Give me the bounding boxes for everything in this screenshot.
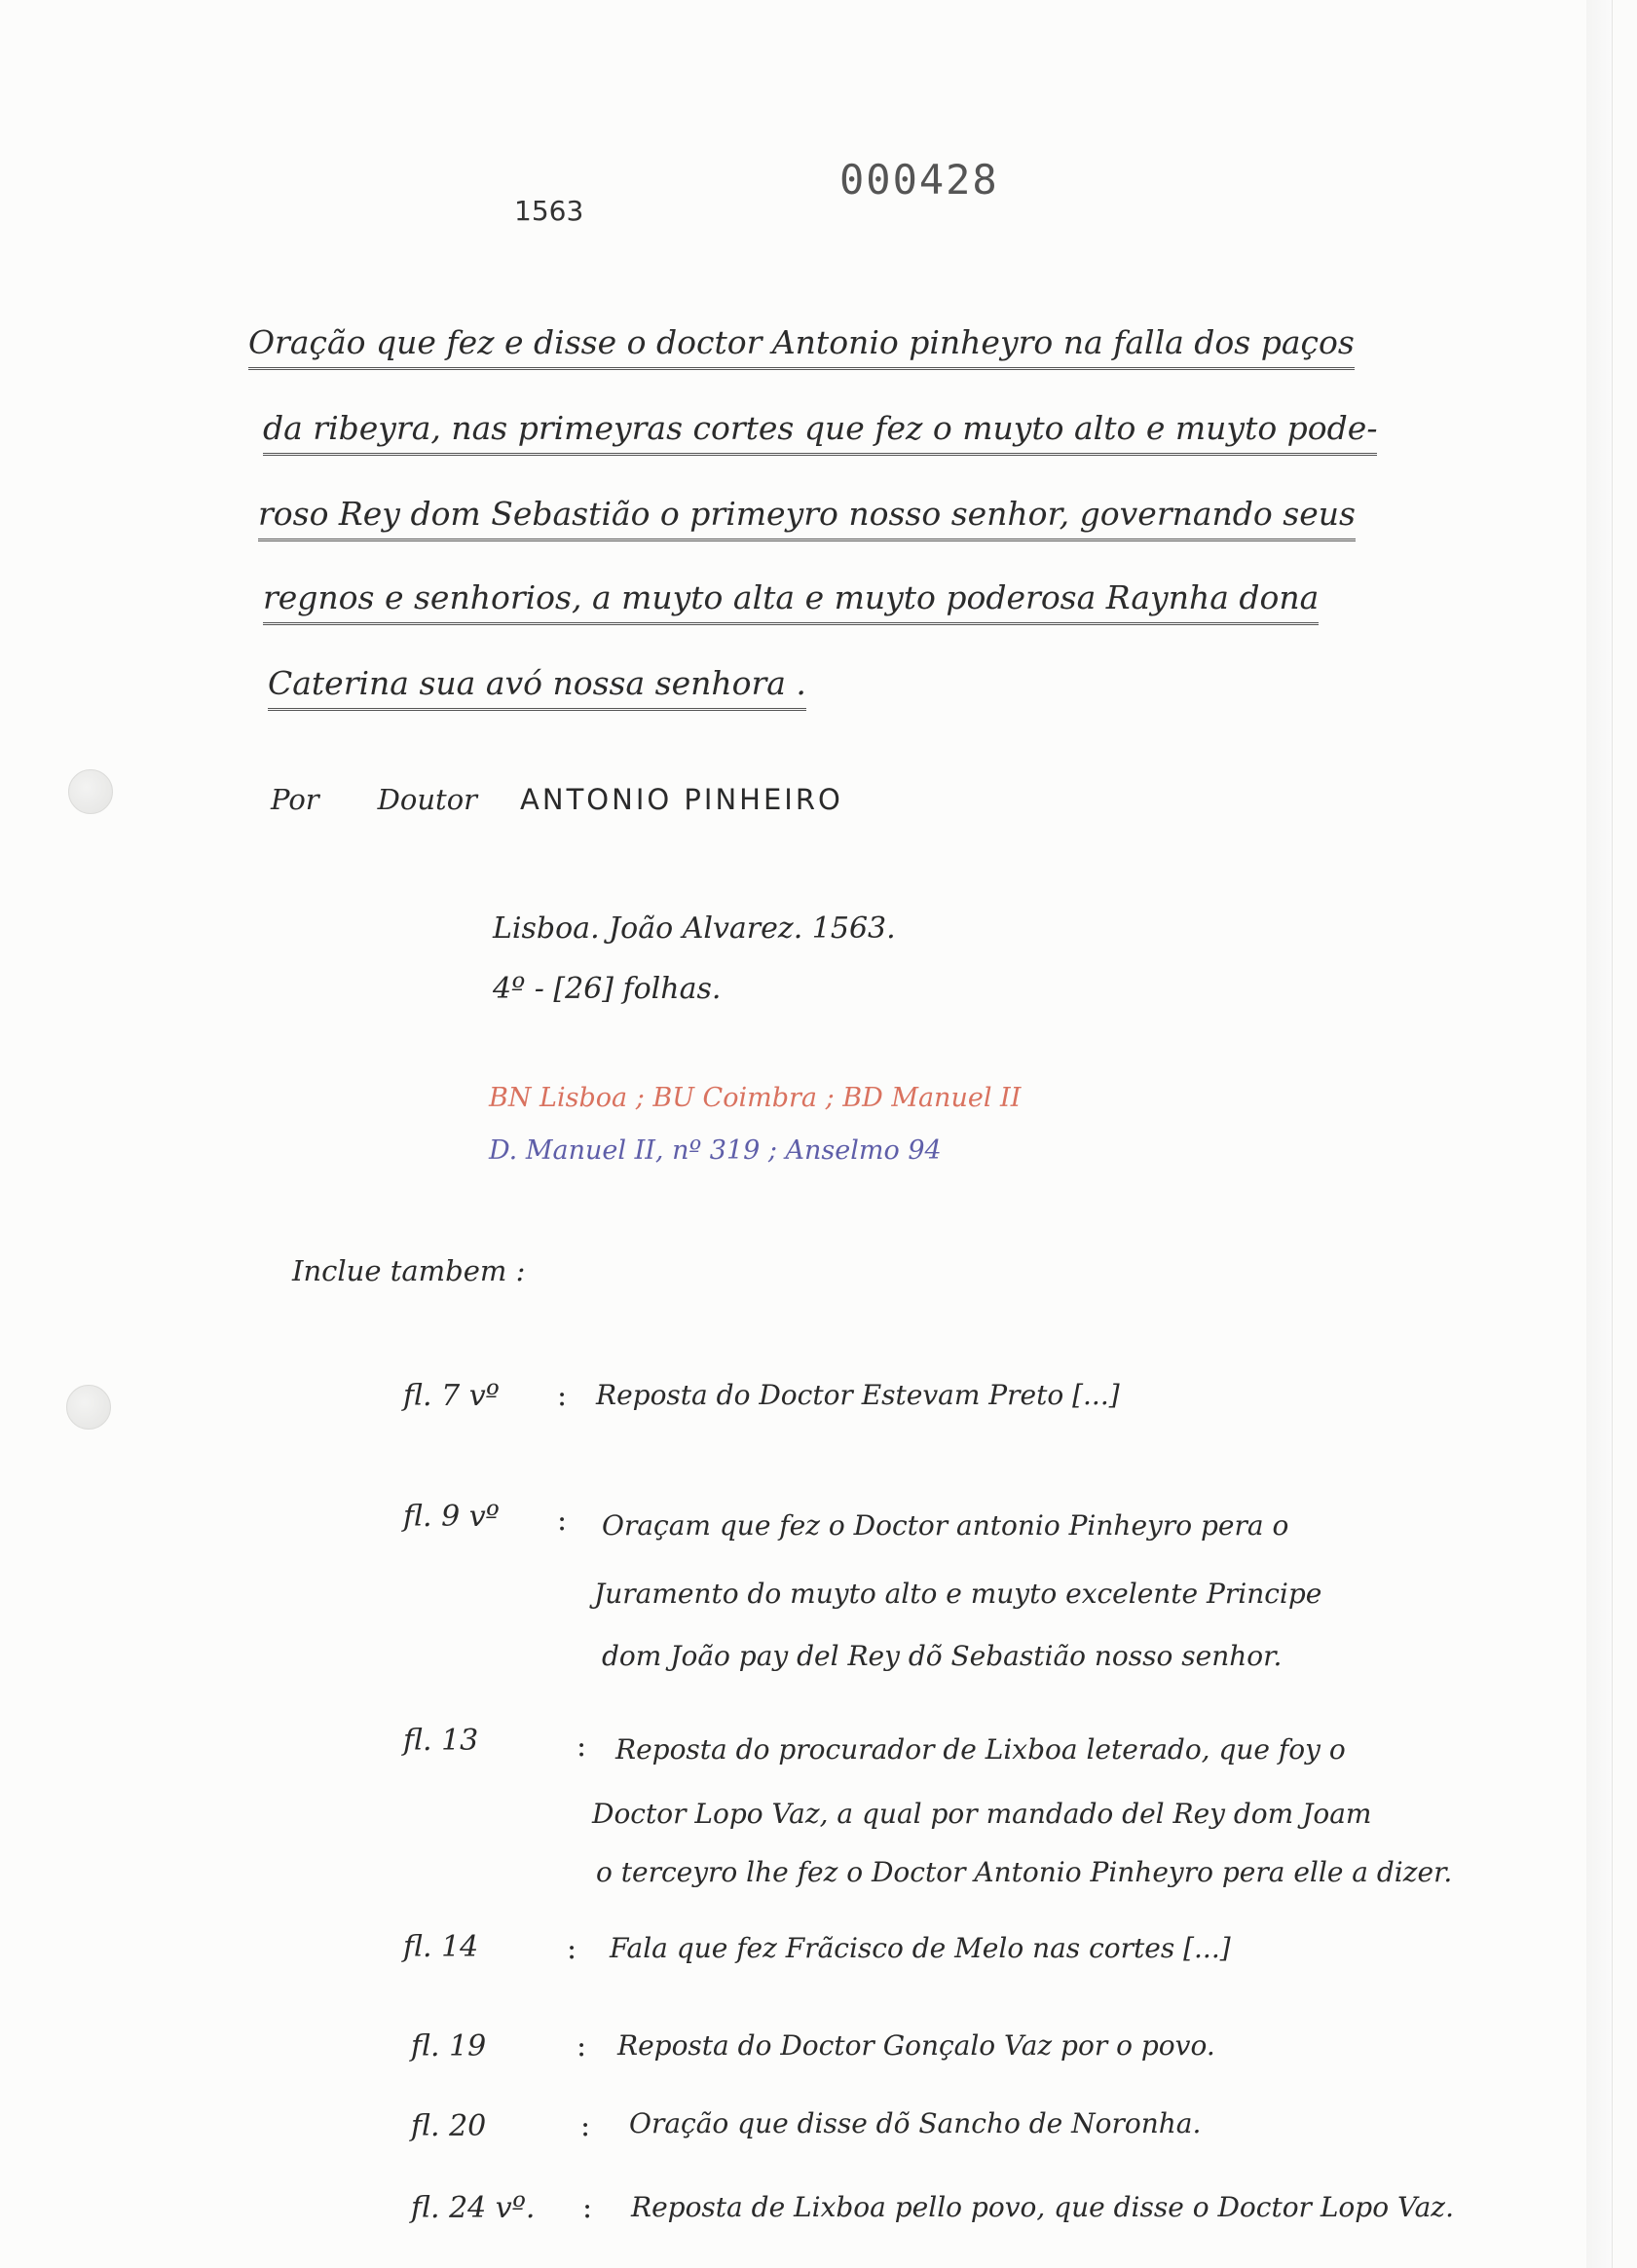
imprint-line-1: Lisboa. João Alvarez. 1563. <box>493 911 896 946</box>
imprint-line-2: 4º - [26] folhas. <box>493 972 722 1006</box>
page-edge <box>1586 0 1612 2268</box>
title-line-4: regnos e senhorios, a muyto alta e muyto poderosa Raynha dona <box>263 578 1319 625</box>
entry-text: Oraçam que fez o Doctor antonio Pinheyro pera o <box>602 1509 1289 1542</box>
title-line-3: roso Rey dom Sebastião o primeyro nosso senhor, governando seus <box>258 495 1356 541</box>
entry-text: Reposta de Lixboa pello povo, que disse o Doctor Lopo Vaz. <box>631 2191 1454 2223</box>
entry-ref: fl. 13 <box>403 1724 479 1758</box>
author-line <box>271 783 843 816</box>
entry-colon: : <box>582 2191 593 2225</box>
title-line-2: da ribeyra, nas primeyras cortes que fez o muyto alto e muyto pode- <box>263 409 1377 456</box>
includes-label: Inclue tambem : <box>292 1254 526 1287</box>
entry-text: Doctor Lopo Vaz, a qual por mandado del Rey dom Joam <box>592 1798 1372 1830</box>
catalogue-references: D. Manuel II, nº 319 ; Anselmo 94 <box>489 1135 942 1166</box>
author-prefix: Por <box>271 783 319 816</box>
entry-text: Fala que fez Frãcisco de Melo nas cortes [...] <box>610 1932 1231 1964</box>
entry-text: Juramento do muyto alto e muyto excelente Principe <box>594 1578 1322 1610</box>
entry-colon: : <box>557 1504 568 1538</box>
entry-text: Reposta do Doctor Estevam Preto [...] <box>596 1379 1120 1411</box>
entry-colon: : <box>577 1729 587 1764</box>
punch-hole-bottom <box>66 1385 111 1430</box>
entry-colon: : <box>557 1379 568 1413</box>
entry-colon: : <box>567 1932 577 1966</box>
library-locations: BN Lisboa ; BU Coimbra ; BD Manuel II <box>489 1083 1022 1113</box>
author-name: ANTONIO PINHEIRO <box>520 783 843 816</box>
entry-text: o terceyro lhe fez o Doctor Antonio Pinheyro pera elle a dizer. <box>596 1856 1453 1888</box>
year-label: 1563 <box>514 195 584 227</box>
entry-text: dom João pay del Rey dõ Sebastião nosso senhor. <box>602 1640 1283 1672</box>
entry-ref: fl. 7 vº <box>403 1379 500 1413</box>
archive-stamp-number: 000428 <box>839 156 999 204</box>
entry-text: Reposta do procurador de Lixboa leterado, que foy o <box>615 1733 1346 1766</box>
punch-hole-top <box>68 769 113 814</box>
entry-colon: : <box>580 2109 591 2143</box>
entry-ref: fl. 24 vº. <box>411 2191 536 2225</box>
entry-text: Reposta do Doctor Gonçalo Vaz por o povo. <box>617 2029 1215 2062</box>
entry-ref: fl. 20 <box>411 2109 487 2143</box>
entry-ref: fl. 19 <box>411 2029 487 2064</box>
title-line-1: Oração que fez e disse o doctor Antonio pinheyro na falla dos paços <box>248 323 1355 370</box>
author-title: Doutor <box>377 783 478 816</box>
entry-colon: : <box>577 2029 587 2064</box>
entry-ref: fl. 9 vº <box>403 1500 500 1534</box>
entry-text: Oração que disse dõ Sancho de Noronha. <box>629 2107 1202 2139</box>
title-line-5: Caterina sua avó nossa senhora . <box>268 664 806 711</box>
entry-ref: fl. 14 <box>403 1930 479 1964</box>
